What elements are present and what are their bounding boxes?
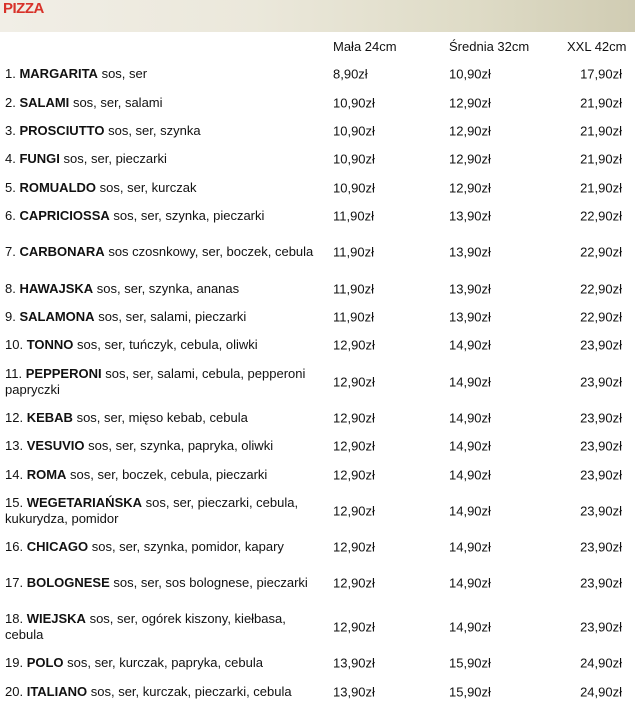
menu-item	[0, 274, 635, 302]
item-ingredients: sos czosnkowy, ser, boczek, cebula	[108, 244, 314, 260]
price-medium: 13,90zł	[449, 208, 491, 224]
price-xxl: 23,90zł	[580, 337, 622, 353]
price-medium: 12,90zł	[449, 151, 491, 167]
price-medium: 14,90zł	[449, 337, 491, 353]
price-small: 10,90zł	[333, 123, 375, 139]
item-ingredients: sos, ser, pieczarki, cebula, kukurydza, pomidor	[5, 494, 299, 526]
price-small: 11,90zł	[333, 309, 374, 325]
item-name	[5, 309, 320, 325]
price-xxl: 23,90zł	[580, 374, 622, 390]
price-small: 10,90zł	[333, 180, 375, 196]
price-small: 12,90zł	[333, 374, 375, 390]
item-name	[5, 337, 320, 353]
item-title: SALAMI	[19, 94, 70, 110]
price-xxl: 24,90zł	[580, 655, 622, 671]
menu-item	[0, 460, 635, 488]
price-medium: 12,90zł	[449, 180, 491, 196]
item-number: 2.	[5, 94, 16, 110]
menu-item	[0, 561, 635, 605]
item-ingredients: sos, ser, salami	[72, 94, 163, 110]
menu-item	[0, 60, 635, 88]
item-name	[5, 467, 320, 483]
price-small: 10,90zł	[333, 151, 375, 167]
price-medium: 14,90zł	[449, 410, 491, 426]
item-ingredients: sos, ser, szynka, ananas	[96, 280, 240, 296]
item-title: TONNO	[26, 337, 74, 353]
item-name	[5, 684, 320, 700]
price-small: 8,90zł	[333, 66, 368, 82]
menu-item	[0, 649, 635, 677]
item-number: 17.	[5, 575, 24, 591]
price-xxl: 21,90zł	[580, 151, 622, 167]
item-ingredients: sos, ser, salami, pieczarki	[98, 308, 247, 324]
menu-item	[0, 88, 635, 116]
item-name	[5, 575, 320, 591]
price-xxl: 23,90zł	[580, 410, 622, 426]
menu-item	[0, 145, 635, 173]
menu-item	[0, 678, 635, 706]
item-ingredients: sos, ser, szynka, pomidor, kapary	[91, 538, 284, 554]
item-name	[5, 151, 320, 167]
price-small: 10,90zł	[333, 95, 375, 111]
item-title: WEGETARIAŃSKA	[26, 494, 143, 510]
price-medium: 12,90zł	[449, 123, 491, 139]
item-title: POLO	[26, 655, 64, 671]
item-title: CHICAGO	[26, 538, 89, 554]
item-ingredients: sos, ser, boczek, cebula, pieczarki	[70, 466, 268, 482]
menu-item	[0, 117, 635, 145]
price-xxl: 24,90zł	[580, 684, 622, 700]
item-name	[5, 611, 320, 643]
price-small: 12,90zł	[333, 575, 375, 591]
menu-title: PIZZA	[3, 0, 44, 17]
item-name	[5, 123, 320, 139]
item-title: CAPRICIOSSA	[19, 208, 110, 224]
item-title: SALAMONA	[19, 308, 95, 324]
item-ingredients: sos, ser, tuńczyk, cebula, oliwki	[77, 337, 258, 353]
menu-item	[0, 202, 635, 230]
item-name	[5, 495, 320, 527]
item-name	[5, 180, 320, 196]
item-title: KEBAB	[26, 409, 73, 425]
menu-item	[0, 174, 635, 202]
item-title: FUNGI	[19, 151, 60, 167]
price-xxl: 22,90zł	[580, 281, 622, 297]
price-small: 13,90zł	[333, 655, 375, 671]
price-xxl: 23,90zł	[580, 575, 622, 591]
price-medium: 14,90zł	[449, 374, 491, 390]
item-name	[5, 244, 320, 260]
price-xxl: 23,90zł	[580, 539, 622, 555]
price-xxl: 22,90zł	[580, 309, 622, 325]
item-title: WIEJSKA	[26, 611, 86, 627]
price-xxl: 17,90zł	[580, 66, 622, 82]
item-number: 18.	[5, 611, 24, 627]
price-medium: 14,90zł	[449, 503, 491, 519]
item-number: 11.	[5, 365, 23, 381]
menu-item	[0, 605, 635, 649]
header-bar	[0, 0, 635, 32]
price-small: 12,90zł	[333, 467, 375, 483]
item-name	[5, 366, 320, 398]
price-xxl: 22,90zł	[580, 244, 622, 260]
item-number: 14.	[5, 466, 24, 482]
item-number: 8.	[5, 280, 16, 296]
price-xxl: 21,90zł	[580, 180, 622, 196]
item-ingredients: sos, ser	[101, 66, 148, 82]
item-title: PROSCIUTTO	[19, 122, 105, 138]
item-name	[5, 208, 320, 224]
item-number: 5.	[5, 179, 16, 195]
price-xxl: 23,90zł	[580, 438, 622, 454]
item-title: VESUVIO	[26, 438, 85, 454]
price-xxl: 23,90zł	[580, 619, 622, 635]
item-number: 3.	[5, 122, 16, 138]
item-number: 15.	[5, 494, 24, 510]
item-title: CARBONARA	[19, 244, 105, 260]
column-headers	[0, 32, 635, 60]
price-xxl: 21,90zł	[580, 95, 622, 111]
price-small: 11,90zł	[333, 208, 374, 224]
item-name	[5, 438, 320, 454]
price-small: 12,90zł	[333, 410, 375, 426]
price-xxl: 22,90zł	[580, 208, 622, 224]
price-small: 11,90zł	[333, 281, 374, 297]
column-header-xxl: XXL 42cm	[567, 39, 627, 54]
item-title: ROMUALDO	[19, 179, 97, 195]
menu-item	[0, 331, 635, 359]
price-medium: 10,90zł	[449, 66, 491, 82]
item-title: BOLOGNESE	[26, 575, 110, 591]
item-ingredients: sos, ser, kurczak	[99, 179, 197, 195]
item-number: 6.	[5, 208, 16, 224]
item-ingredients: sos, ser, szynka, pieczarki	[113, 208, 265, 224]
item-number: 10.	[5, 337, 24, 353]
price-medium: 12,90zł	[449, 95, 491, 111]
price-small: 12,90zł	[333, 438, 375, 454]
price-medium: 13,90zł	[449, 244, 491, 260]
item-ingredients: sos, ser, mięso kebab, cebula	[76, 409, 248, 425]
item-number: 16.	[5, 538, 24, 554]
item-title: MARGARITA	[19, 66, 98, 82]
price-medium: 14,90zł	[449, 438, 491, 454]
item-ingredients: sos, ser, szynka	[108, 122, 201, 138]
item-ingredients: sos, ser, pieczarki	[63, 151, 167, 167]
price-medium: 13,90zł	[449, 281, 491, 297]
price-medium: 14,90zł	[449, 575, 491, 591]
menu-item	[0, 489, 635, 533]
item-title: PEPPERONI	[25, 365, 102, 381]
item-ingredients: sos, ser, kurczak, papryka, cebula	[67, 655, 263, 671]
item-number: 4.	[5, 151, 16, 167]
item-ingredients: sos, ser, szynka, papryka, oliwki	[88, 438, 274, 454]
item-title: HAWAJSKA	[19, 280, 94, 296]
price-xxl: 23,90zł	[580, 503, 622, 519]
price-medium: 13,90zł	[449, 309, 491, 325]
price-small: 12,90zł	[333, 619, 375, 635]
price-small: 13,90zł	[333, 684, 375, 700]
item-title: ITALIANO	[26, 683, 88, 699]
item-name	[5, 95, 320, 111]
price-medium: 15,90zł	[449, 655, 491, 671]
item-title: ROMA	[26, 466, 67, 482]
price-medium: 14,90zł	[449, 467, 491, 483]
item-name	[5, 655, 320, 671]
column-header-medium: Średnia 32cm	[449, 39, 530, 54]
item-number: 9.	[5, 308, 16, 324]
menu-item	[0, 404, 635, 432]
item-ingredients: sos, ser, ogórek kiszony, kiełbasa, cebula	[5, 611, 286, 643]
price-medium: 14,90zł	[449, 619, 491, 635]
item-number: 12.	[5, 409, 24, 425]
price-small: 12,90zł	[333, 539, 375, 555]
item-number: 13.	[5, 438, 24, 454]
price-small: 12,90zł	[333, 337, 375, 353]
item-ingredients: sos, ser, sos bolognese, pieczarki	[113, 575, 308, 591]
price-medium: 14,90zł	[449, 539, 491, 555]
menu-item	[0, 533, 635, 561]
menu-item	[0, 432, 635, 460]
menu-item	[0, 303, 635, 331]
item-name	[5, 539, 320, 555]
item-name	[5, 281, 320, 297]
item-number: 1.	[5, 66, 16, 82]
item-number: 20.	[5, 683, 24, 699]
item-ingredients: sos, ser, salami, cebula, pepperoni papryczki	[5, 365, 306, 397]
menu-item	[0, 230, 635, 274]
item-name	[5, 66, 320, 82]
price-small: 11,90zł	[333, 244, 374, 260]
item-number: 19.	[5, 655, 24, 671]
price-xxl: 21,90zł	[580, 123, 622, 139]
price-xxl: 23,90zł	[580, 467, 622, 483]
item-number: 7.	[5, 244, 16, 260]
menu-item	[0, 360, 635, 404]
price-small: 12,90zł	[333, 503, 375, 519]
column-header-small: Mała 24cm	[333, 39, 397, 54]
price-medium: 15,90zł	[449, 684, 491, 700]
item-ingredients: sos, ser, kurczak, pieczarki, cebula	[90, 683, 292, 699]
item-name	[5, 410, 320, 426]
